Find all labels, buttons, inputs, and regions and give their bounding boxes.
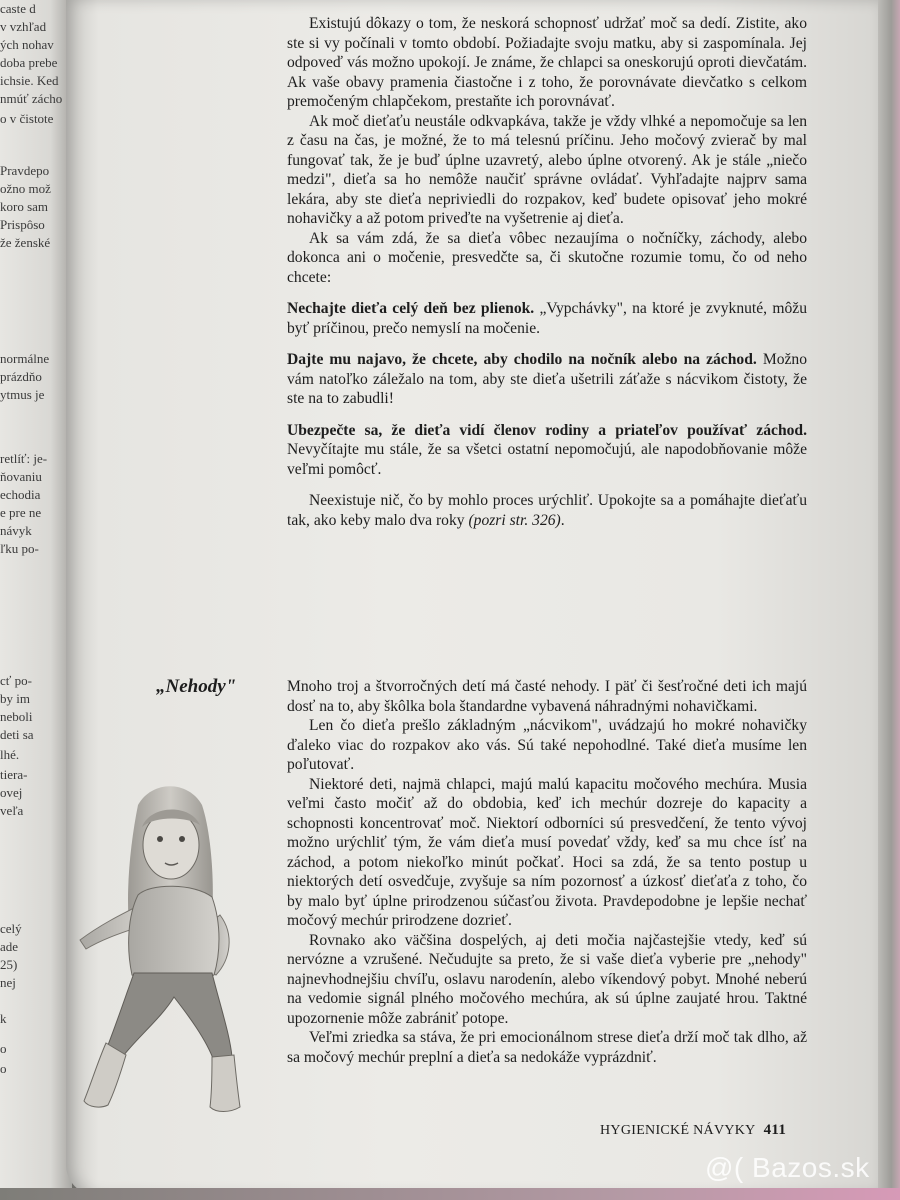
paragraph-wet-pants: Len čo dieťa prešlo základným „nácvikom", uvádzajú ho mokré nohavičky ďaleko viac do rozpakov ako vás. Sú také nepohodlné. Také dieťa musíme len poľutovať. [287, 717, 807, 773]
body-text-accidents [287, 677, 807, 1067]
left-page-text-fragment: retlíť: je- [0, 451, 48, 466]
left-page-text-fragment: prázdňo [0, 369, 42, 384]
section-heading-accidents: „Nehody" [156, 676, 237, 697]
left-page-text-fragment: o [0, 1041, 7, 1056]
left-page-text-fragment: o [0, 1061, 7, 1076]
left-page-text-fragment: cť po- [0, 673, 32, 688]
left-page-text-fragment: e pre ne [0, 505, 42, 520]
left-page-text-fragment: Pravdepo [0, 163, 50, 178]
paragraph-calm-down-text: Neexistuje nič, čo by mohlo proces urýchliť. Upokojte sa a pomáhajte dieťaťu tak, ako keby malo dva roky [287, 492, 807, 529]
left-page-text-fragment: ade [0, 939, 19, 954]
page-reference: (pozri str. 326) [468, 511, 561, 529]
body-text-top [287, 14, 807, 530]
left-page-text-fragment: deti sa [0, 727, 34, 742]
left-page-text-fragment: celý [0, 921, 22, 936]
background-surface [0, 1188, 900, 1200]
paragraph-calm-down-end: . [560, 511, 565, 529]
left-page-text-fragment: neboli [0, 709, 33, 724]
page-number: 411 [763, 1122, 787, 1138]
tip-show-expectation [287, 350, 807, 409]
left-page-text-fragment: normálne [0, 351, 50, 366]
left-page-text-fragment: ovej [0, 785, 23, 800]
paragraph-physical-cause: Ak moč dieťaťu neustále odkvapkáva, takže je vždy vlhké a nepomočuje sa len z času na čas, je možné, že to má telesnú príčinu. Jeho močový zvierač by mal fungovať tak, že je buď úplne uzavretý, alebo úplne otvorený. Ak je stále „niečo medzi", dieťa sa ho nemôže naučiť správne ovládať. Vyhľadajte najprv sama lekára, aby ste dieťa nepriviedli do rozpakov, keď budete opisovať jeho mokré nohavičky a až potom priveďte na vyšetrenie aj dieťa. [287, 112, 807, 227]
tip-role-models-bold: Ubezpečte sa, že dieťa vidí členov rodiny a priateľov používať záchod. [287, 421, 807, 439]
left-page-text-fragment: ožno mož [0, 181, 51, 196]
left-page-text-fragment: doba prebe [0, 55, 58, 70]
tip-show-expectation-text: Možno vám natoľko záležalo na tom, aby ste dieťa ušetrili záťaže s nácvikom čistoty, že ste na to zabudli! [287, 351, 808, 407]
paragraph-accidents-intro: Mnoho troj a štvorročných detí má časté nehody. I päť či šesťročné deti ich majú dosť na to, aby škôlka bola štandardne vybavená náhradnými nohavičkami. [287, 678, 807, 715]
left-page-text-fragment: koro sam [0, 199, 49, 214]
left-page-text-fragment: v vzhľad [0, 19, 47, 34]
left-page-text-fragment: Prispôso [0, 217, 45, 232]
left-page-text-fragment: nmúť zácho [0, 91, 63, 106]
page-footer [600, 1122, 786, 1139]
watermark: @( Bazos.sk [705, 1152, 870, 1183]
paragraph-bladder-capacity: Niektoré deti, najmä chlapci, majú malú kapacitu močového mechúra. Musia veľmi často močiť až do obdobia, keď ich mechúr dozreje do kapacity a schopnosti koncentrovať moč. Niektorí odborníci sú presvedčení, že tento vývoj možno urýchliť tým, že vám dieťa musí povedať vždy, keď sa mu chce ísť na záchod, a potom niekoľko minút počkať. Hoci sa zdá, že sa tento postup u niektorých detí osvedčuje, zvyšuje sa ním pozornosť a úzkosť dieťaťa z toho, čo by malo byť úplne prirodzenou súčasťou života. Pravdepodobne je lepšie nechať močový mechúr prirodzene dozrieť. [287, 775, 807, 929]
toddler-illustration [70, 775, 270, 1125]
left-page-text-fragment: lhé. [0, 747, 20, 762]
tip-no-diapers [287, 299, 807, 338]
page-stack-edge [878, 0, 900, 1200]
left-page-text-fragment: že ženské [0, 235, 51, 250]
tip-role-models [287, 421, 807, 480]
left-page-text-fragment: by im [0, 691, 30, 706]
left-page-text-fragment: ichsie. Ked [0, 73, 59, 88]
tip-show-expectation-bold: Dajte mu najavo, že chcete, aby chodilo na nočník alebo na záchod. [287, 351, 757, 368]
left-page-text-fragment: 25) [0, 957, 18, 972]
left-page-text-fragment: nej [0, 975, 16, 990]
left-page-text-fragment: echodia [0, 487, 41, 502]
left-page-text-fragment: ých nohav [0, 37, 54, 52]
left-page-text-fragment: ňovaniu [0, 469, 42, 484]
tip-no-diapers-text: „Vypchávky", na ktoré je zvyknuté, môžu byť príčinou, prečo nemyslí na močenie. [287, 300, 807, 337]
left-page-text-fragment: veľa [0, 803, 24, 818]
left-page-edge [0, 0, 72, 1200]
running-head: HYGIENICKÉ NÁVYKY [600, 1123, 756, 1138]
left-page-text-fragment: o v čistote [0, 111, 54, 126]
left-page-text-fragment: návyk [0, 523, 32, 538]
left-page-text-fragment: tiera- [0, 767, 28, 782]
paragraph-heredity: Existujú dôkazy o tom, že neskorá schopnosť udržať moč sa dedí. Zistite, ako ste si vy počínali v tomto období. Požiadajte svoju matku, aby si zaspomínala. Jej odpoveď vás možno upokojí. Je známe, že chlapci sa oneskorujú oproti dievčatám. Ak vaše obavy pramenia čiastočne i z toho, že porovnávate dievčatko s celkom premočeným chlapčekom, prestaňte ich porovnávať. [287, 15, 807, 110]
left-page-text-fragment: ytmus je [0, 387, 45, 402]
paragraph-nervous: Rovnako ako väčšina dospelých, aj deti močia najčastejšie vtedy, keď sú nervózne a vzrušené. Nečudujte sa preto, že si vaše dieťa vyberie pre „nehody" najnevhodnejšiu chvíľu, oslavu narodenín, alebo víkendový pobyt. Mnohé neberú na vedomie signál plného močového mechúra, ak sú úplne zaujaté hrou. Taktné upozornenie môže zabrániť potope. [287, 931, 807, 1027]
left-page-text-fragment: caste d [0, 1, 36, 16]
tip-role-models-text: Nevyčítajte mu stále, že sa všetci ostatní nepomočujú, ale napodobňovanie môže veľmi pomôcť. [287, 441, 807, 478]
paragraph-emotional-stress: Veľmi zriedka sa stáva, že pri emocionálnom strese dieťa drží moč tak dlho, až sa močový mechúr preplní a dieťa sa nedokáže vyprázdniť. [287, 1029, 807, 1066]
left-page-text-fragment: k [0, 1011, 7, 1026]
paragraph-calm-down [287, 491, 807, 530]
paragraph-no-interest: Ak sa vám zdá, že sa dieťa vôbec nezaujíma o nočníčky, záchody, alebo dokonca ani o močenie, presvedčte sa, či skutočne rozumie tomu, čo od neho chcete: [287, 229, 807, 286]
left-page-text-fragment: ľku po- [0, 541, 39, 556]
tip-no-diapers-bold: Nechajte dieťa celý deň bez plienok. [287, 300, 535, 317]
